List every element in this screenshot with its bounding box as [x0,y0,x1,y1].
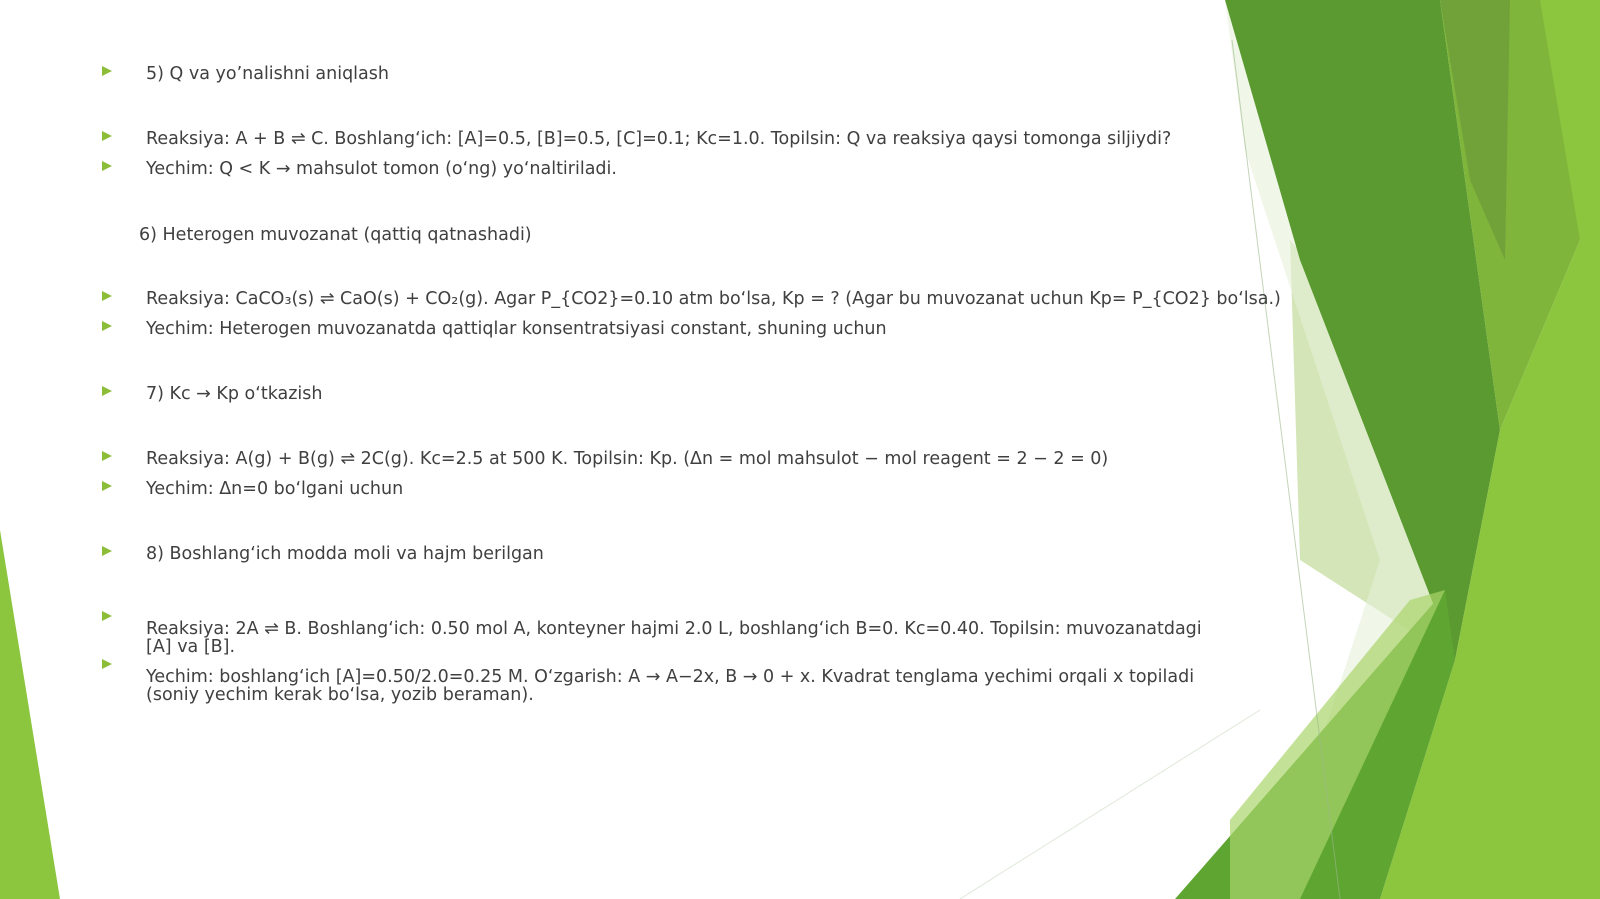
bullet-arrow-icon [102,131,112,141]
solution-6: Yechim: Heterogen muvozanatda qattiqlar konsentratsiyasi constant, shuning uchun [146,319,887,339]
bullet-arrow-icon [102,659,112,669]
bullet-arrow-icon [102,66,112,76]
bullet-arrow-icon [102,546,112,556]
heading-6: 6) Heterogen muvozanat (qattiq qatnashadi) [139,225,532,245]
reaction-8: Reaksiya: 2A ⇌ B. Boshlang‘ich: 0.50 mol A, konteyner hajmi 2.0 L, boshlang‘ich B=0. Kc=0.40. Topilsin: muvozanatdagi [A] va [B]. [146,619,1202,657]
reaction-5: Reaksiya: A + B ⇌ C. Boshlang‘ich: [A]=0.5, [B]=0.5, [C]=0.1; Kc=1.0. Topilsin: Q va reaksiya qaysi tomonga siljiydi? [146,129,1172,149]
bullet-arrow-icon [102,451,112,461]
bullet-arrow-icon [102,161,112,171]
solution-7: Yechim: Δn=0 bo‘lgani uchun [146,479,404,499]
bullet-arrow-icon [102,611,112,621]
heading-7: 7) Kc → Kp o‘tkazish [146,384,323,404]
bullet-arrow-icon [102,291,112,301]
heading-5: 5) Q va yo’nalishni aniqlash [146,64,389,84]
bullet-arrow-icon [102,386,112,396]
solution-5: Yechim: Q < K → mahsulot tomon (o‘ng) yo‘naltiriladi. [146,159,617,179]
reaction-7: Reaksiya: A(g) + B(g) ⇌ 2C(g). Kc=2.5 at 500 K. Topilsin: Kp. (Δn = mol mahsulot − mol reagent = 2 − 2 = 0) [146,449,1109,469]
heading-8: 8) Boshlang‘ich modda moli va hajm berilgan [146,544,544,564]
bullet-arrow-icon [102,321,112,331]
solution-8: Yechim: boshlang‘ich [A]=0.50/2.0=0.25 M. O‘zgarish: A → A−2x, B → 0 + x. Kvadrat tenglama yechimi orqali x topiladi (soniy yechim kerak bo‘lsa, yozib beraman). [146,667,1195,705]
reaction-6: Reaksiya: CaCO₃(s) ⇌ CaO(s) + CO₂(g). Agar P_{CO2}=0.10 atm bo‘lsa, Kp = ? (Agar bu muvozanat uchun Kp= P_{CO2} bo‘lsa.) [146,289,1281,309]
bullet-arrow-icon [102,481,112,491]
